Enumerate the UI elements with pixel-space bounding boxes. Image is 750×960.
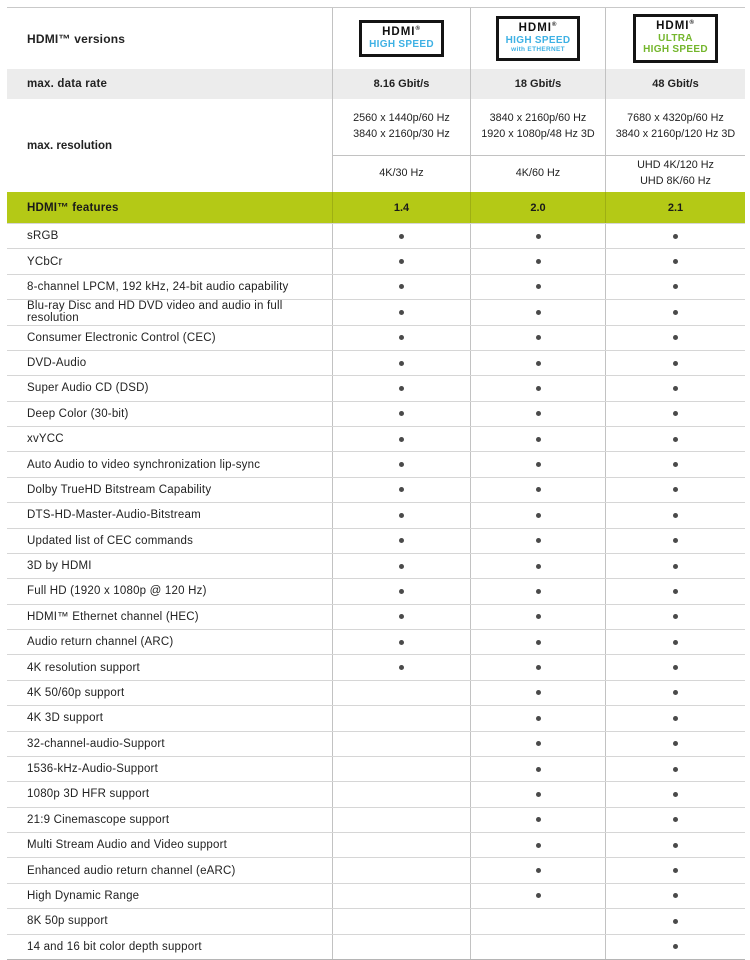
feature-supported-cell [470, 402, 605, 426]
support-dot-icon [536, 868, 541, 873]
feature-label: 8-channel LPCM, 192 kHz, 24-bit audio capability [27, 280, 289, 293]
feature-label: High Dynamic Range [27, 889, 140, 902]
support-dot-icon [399, 462, 404, 467]
support-dot-icon [536, 310, 541, 315]
support-dot-icon [399, 665, 404, 670]
support-dot-icon [673, 284, 678, 289]
feature-row [7, 451, 745, 476]
feature-supported-cell [605, 808, 745, 832]
feature-supported-cell [470, 554, 605, 578]
feature-row [7, 781, 745, 806]
feature-row [7, 934, 745, 959]
feature-supported-cell [332, 376, 470, 400]
support-dot-icon [536, 335, 541, 340]
support-dot-icon [536, 817, 541, 822]
support-dot-icon [673, 538, 678, 543]
feature-supported-cell [470, 275, 605, 299]
feature-supported-cell [470, 808, 605, 832]
feature-empty-cell [332, 909, 470, 933]
support-dot-icon [536, 462, 541, 467]
support-dot-icon [536, 284, 541, 289]
feature-row [7, 680, 745, 705]
support-dot-icon [673, 437, 678, 442]
feature-supported-cell [605, 706, 745, 730]
support-dot-icon [536, 437, 541, 442]
feature-supported-cell [470, 681, 605, 705]
support-dot-icon [673, 640, 678, 645]
feature-supported-cell [470, 630, 605, 654]
feature-label: 4K resolution support [27, 661, 140, 674]
feature-row [7, 553, 745, 578]
feature-supported-cell [470, 452, 605, 476]
feature-row [7, 857, 745, 882]
feature-supported-cell [470, 529, 605, 553]
feature-supported-cell [605, 351, 745, 375]
versions-row [7, 8, 745, 69]
version-number-21: 2.1 [605, 192, 745, 223]
data-rate-hdmi14: 8.16 Gbit/s [332, 69, 470, 99]
feature-supported-cell [605, 732, 745, 756]
support-dot-icon [536, 741, 541, 746]
support-dot-icon [399, 386, 404, 391]
feature-empty-cell [332, 732, 470, 756]
support-dot-icon [399, 284, 404, 289]
feature-supported-cell [605, 833, 745, 857]
support-dot-icon [673, 614, 678, 619]
feature-supported-cell [605, 529, 745, 553]
feature-label: Full HD (1920 x 1080p @ 120 Hz) [27, 585, 207, 598]
feature-row [7, 248, 745, 273]
feature-label: 8K 50p support [27, 915, 108, 928]
feature-empty-cell [332, 808, 470, 832]
data-rate-hdmi20: 18 Gbit/s [470, 69, 605, 99]
hdmi-wordmark: HDMI® [382, 25, 421, 38]
support-dot-icon [673, 665, 678, 670]
feature-empty-cell [332, 782, 470, 806]
feature-label: YCbCr [27, 255, 63, 268]
registered-mark: ® [415, 26, 421, 33]
feature-label: 1080p 3D HFR support [27, 788, 150, 801]
support-dot-icon [673, 335, 678, 340]
feature-supported-cell [470, 579, 605, 603]
feature-label: Dolby TrueHD Bitstream Capability [27, 483, 212, 496]
support-dot-icon [536, 893, 541, 898]
feature-supported-cell [470, 884, 605, 908]
feature-row [7, 629, 745, 654]
resolution-secondary-hdmi14 [332, 155, 470, 192]
feature-supported-cell [470, 782, 605, 806]
feature-label: 4K 3D support [27, 712, 104, 725]
support-dot-icon [673, 386, 678, 391]
feature-label: Consumer Electronic Control (CEC) [27, 331, 216, 344]
feature-supported-cell [605, 300, 745, 324]
support-dot-icon [673, 868, 678, 873]
feature-supported-cell [605, 249, 745, 273]
feature-supported-cell [332, 478, 470, 502]
resolution-label: max. resolution [27, 139, 112, 152]
logo-speed-text: HIGH SPEED [505, 35, 571, 47]
feature-supported-cell [332, 249, 470, 273]
resolution-line: 4K/30 Hz [379, 167, 424, 180]
feature-supported-cell [605, 782, 745, 806]
feature-supported-cell [470, 706, 605, 730]
data-rate-label: max. data rate [27, 78, 108, 90]
feature-supported-cell [605, 402, 745, 426]
support-dot-icon [673, 843, 678, 848]
resolution-primary-hdmi21 [605, 99, 745, 155]
resolution-primary-hdmi14 [332, 99, 470, 155]
feature-rows [7, 223, 745, 960]
feature-supported-cell [332, 579, 470, 603]
versions-label: HDMI™ versions [27, 31, 126, 46]
feature-supported-cell [470, 478, 605, 502]
support-dot-icon [399, 538, 404, 543]
feature-supported-cell [605, 579, 745, 603]
feature-label: Auto Audio to video synchronization lip-sync [27, 458, 261, 471]
feature-supported-cell [332, 427, 470, 451]
feature-label: 14 and 16 bit color depth support [27, 940, 202, 953]
feature-label: 21:9 Cinemascope support [27, 813, 170, 826]
logo-cell-high-speed [332, 8, 470, 69]
support-dot-icon [536, 234, 541, 239]
feature-row [7, 604, 745, 629]
feature-row [7, 756, 745, 781]
support-dot-icon [673, 234, 678, 239]
support-dot-icon [536, 767, 541, 772]
feature-supported-cell [470, 655, 605, 679]
feature-row [7, 274, 745, 299]
feature-row [7, 426, 745, 451]
feature-supported-cell [332, 326, 470, 350]
logo-speed-text: ULTRA [658, 33, 693, 45]
resolution-line: 4K/60 Hz [515, 167, 561, 180]
support-dot-icon [673, 716, 678, 721]
support-dot-icon [536, 513, 541, 518]
feature-empty-cell [332, 858, 470, 882]
feature-supported-cell [470, 326, 605, 350]
feature-label: Super Audio CD (DSD) [27, 382, 149, 395]
feature-label: HDMI™ Ethernet channel (HEC) [27, 610, 199, 623]
feature-empty-cell [470, 935, 605, 959]
hdmi-ultra-high-speed-logo [633, 14, 718, 62]
support-dot-icon [673, 919, 678, 924]
resolution-block [7, 99, 745, 192]
support-dot-icon [399, 411, 404, 416]
support-dot-icon [673, 361, 678, 366]
feature-row [7, 654, 745, 679]
resolution-secondary-hdmi21 [605, 155, 745, 192]
features-header-label: HDMI™ features [27, 201, 119, 214]
support-dot-icon [673, 792, 678, 797]
feature-supported-cell [332, 275, 470, 299]
feature-row [7, 325, 745, 350]
support-dot-icon [399, 614, 404, 619]
feature-supported-cell [605, 224, 745, 248]
support-dot-icon [536, 792, 541, 797]
feature-label: Enhanced audio return channel (eARC) [27, 864, 236, 877]
resolution-line: 3840 x 2160p/120 Hz 3D [615, 128, 736, 140]
feature-supported-cell [470, 351, 605, 375]
feature-empty-cell [332, 833, 470, 857]
feature-empty-cell [332, 706, 470, 730]
support-dot-icon [673, 767, 678, 772]
support-dot-icon [536, 690, 541, 695]
feature-supported-cell [605, 275, 745, 299]
feature-row [7, 224, 745, 248]
support-dot-icon [673, 462, 678, 467]
support-dot-icon [536, 614, 541, 619]
feature-empty-cell [332, 681, 470, 705]
features-header-row [7, 192, 745, 223]
resolution-line: UHD 4K/120 Hz [637, 159, 714, 172]
support-dot-icon [399, 234, 404, 239]
feature-empty-cell [332, 757, 470, 781]
support-dot-icon [399, 437, 404, 442]
feature-supported-cell [605, 452, 745, 476]
feature-supported-cell [332, 351, 470, 375]
feature-supported-cell [332, 554, 470, 578]
feature-supported-cell [470, 249, 605, 273]
feature-supported-cell [605, 554, 745, 578]
feature-supported-cell [605, 655, 745, 679]
support-dot-icon [399, 259, 404, 264]
support-dot-icon [536, 259, 541, 264]
feature-label: Multi Stream Audio and Video support [27, 839, 228, 852]
support-dot-icon [673, 411, 678, 416]
feature-supported-cell [470, 427, 605, 451]
feature-supported-cell [605, 757, 745, 781]
feature-row [7, 502, 745, 527]
support-dot-icon [673, 741, 678, 746]
support-dot-icon [399, 589, 404, 594]
feature-label: Audio return channel (ARC) [27, 636, 174, 649]
feature-supported-cell [470, 605, 605, 629]
support-dot-icon [673, 893, 678, 898]
hdmi-wordmark: HDMI® [656, 20, 695, 33]
support-dot-icon [673, 259, 678, 264]
support-dot-icon [536, 538, 541, 543]
support-dot-icon [673, 310, 678, 315]
logo-speed-text: HIGH SPEED [369, 38, 434, 50]
registered-mark: ® [551, 22, 558, 29]
feature-supported-cell [605, 935, 745, 959]
feature-row [7, 375, 745, 400]
feature-row [7, 705, 745, 730]
feature-row [7, 908, 745, 933]
feature-row [7, 731, 745, 756]
feature-supported-cell [605, 427, 745, 451]
feature-supported-cell [470, 300, 605, 324]
feature-label: 4K 50/60p support [27, 686, 125, 699]
feature-supported-cell [332, 503, 470, 527]
feature-supported-cell [470, 376, 605, 400]
feature-row [7, 350, 745, 375]
feature-supported-cell [332, 655, 470, 679]
support-dot-icon [399, 513, 404, 518]
hdmi-high-speed-with-ethernet-logo [496, 16, 581, 60]
feature-label: Updated list of CEC commands [27, 534, 194, 547]
feature-label: 3D by HDMI [27, 560, 92, 573]
feature-label: xvYCC [27, 433, 64, 446]
feature-row [7, 578, 745, 603]
support-dot-icon [673, 690, 678, 695]
support-dot-icon [536, 843, 541, 848]
feature-empty-cell [332, 935, 470, 959]
feature-row [7, 299, 745, 324]
data-rate-hdmi21: 48 Gbit/s [605, 69, 745, 99]
feature-supported-cell [332, 529, 470, 553]
support-dot-icon [399, 487, 404, 492]
support-dot-icon [536, 564, 541, 569]
hdmi-high-speed-logo [359, 20, 444, 57]
feature-empty-cell [332, 884, 470, 908]
feature-supported-cell [605, 681, 745, 705]
feature-supported-cell [605, 630, 745, 654]
resolution-line: UHD 8K/60 Hz [640, 175, 711, 187]
support-dot-icon [399, 310, 404, 315]
feature-supported-cell [332, 452, 470, 476]
resolution-line: 3840 x 2160p/60 Hz [489, 112, 587, 125]
feature-supported-cell [470, 833, 605, 857]
feature-label: 1536-kHz-Audio-Support [27, 763, 158, 776]
resolution-line: 2560 x 1440p/60 Hz [353, 112, 450, 125]
version-number-14: 1.4 [332, 192, 470, 223]
support-dot-icon [673, 487, 678, 492]
support-dot-icon [536, 487, 541, 492]
feature-row [7, 528, 745, 553]
feature-label: 32-channel-audio-Support [27, 737, 165, 750]
support-dot-icon [536, 411, 541, 416]
support-dot-icon [673, 589, 678, 594]
feature-row [7, 883, 745, 908]
feature-supported-cell [470, 858, 605, 882]
support-dot-icon [536, 716, 541, 721]
support-dot-icon [673, 944, 678, 949]
logo-ethernet-text: with ETHERNET [511, 46, 565, 54]
feature-supported-cell [332, 605, 470, 629]
feature-supported-cell [605, 909, 745, 933]
support-dot-icon [673, 817, 678, 822]
feature-supported-cell [605, 503, 745, 527]
support-dot-icon [536, 640, 541, 645]
feature-empty-cell [470, 909, 605, 933]
support-dot-icon [536, 386, 541, 391]
feature-label: sRGB [27, 230, 59, 243]
resolution-line: 1920 x 1080p/48 Hz 3D [481, 128, 595, 140]
feature-label: Blu-ray Disc and HD DVD video and audio in full resolution [27, 300, 283, 325]
support-dot-icon [673, 564, 678, 569]
feature-row [7, 477, 745, 502]
support-dot-icon [399, 361, 404, 366]
resolution-line: 7680 x 4320p/60 Hz [627, 112, 724, 125]
logo-cell-high-speed-ethernet [470, 8, 605, 69]
feature-row [7, 401, 745, 426]
hdmi-comparison-table [7, 7, 745, 960]
logo-speed-text: HIGH SPEED [643, 44, 708, 56]
support-dot-icon [536, 589, 541, 594]
feature-supported-cell [605, 478, 745, 502]
feature-supported-cell [470, 224, 605, 248]
hdmi-wordmark: HDMI® [518, 22, 558, 35]
feature-label: Deep Color (30-bit) [27, 407, 129, 420]
feature-supported-cell [470, 757, 605, 781]
support-dot-icon [399, 564, 404, 569]
version-number-20: 2.0 [470, 192, 605, 223]
feature-supported-cell [605, 605, 745, 629]
registered-mark: ® [689, 20, 695, 27]
data-rate-row [7, 69, 745, 99]
feature-row [7, 832, 745, 857]
support-dot-icon [536, 665, 541, 670]
support-dot-icon [399, 640, 404, 645]
support-dot-icon [673, 513, 678, 518]
feature-supported-cell [332, 402, 470, 426]
feature-supported-cell [605, 326, 745, 350]
feature-supported-cell [332, 224, 470, 248]
feature-supported-cell [332, 300, 470, 324]
feature-supported-cell [605, 884, 745, 908]
feature-label: DVD-Audio [27, 357, 87, 370]
feature-supported-cell [605, 376, 745, 400]
feature-row [7, 807, 745, 832]
feature-supported-cell [332, 630, 470, 654]
resolution-primary-hdmi20 [470, 99, 605, 155]
logo-cell-ultra-high-speed [605, 8, 745, 69]
support-dot-icon [399, 335, 404, 340]
feature-supported-cell [605, 858, 745, 882]
feature-supported-cell [470, 732, 605, 756]
resolution-line: 3840 x 2160p/30 Hz [353, 128, 450, 140]
feature-supported-cell [470, 503, 605, 527]
resolution-secondary-hdmi20 [470, 155, 605, 192]
support-dot-icon [536, 361, 541, 366]
feature-label: DTS-HD-Master-Audio-Bitstream [27, 509, 201, 522]
